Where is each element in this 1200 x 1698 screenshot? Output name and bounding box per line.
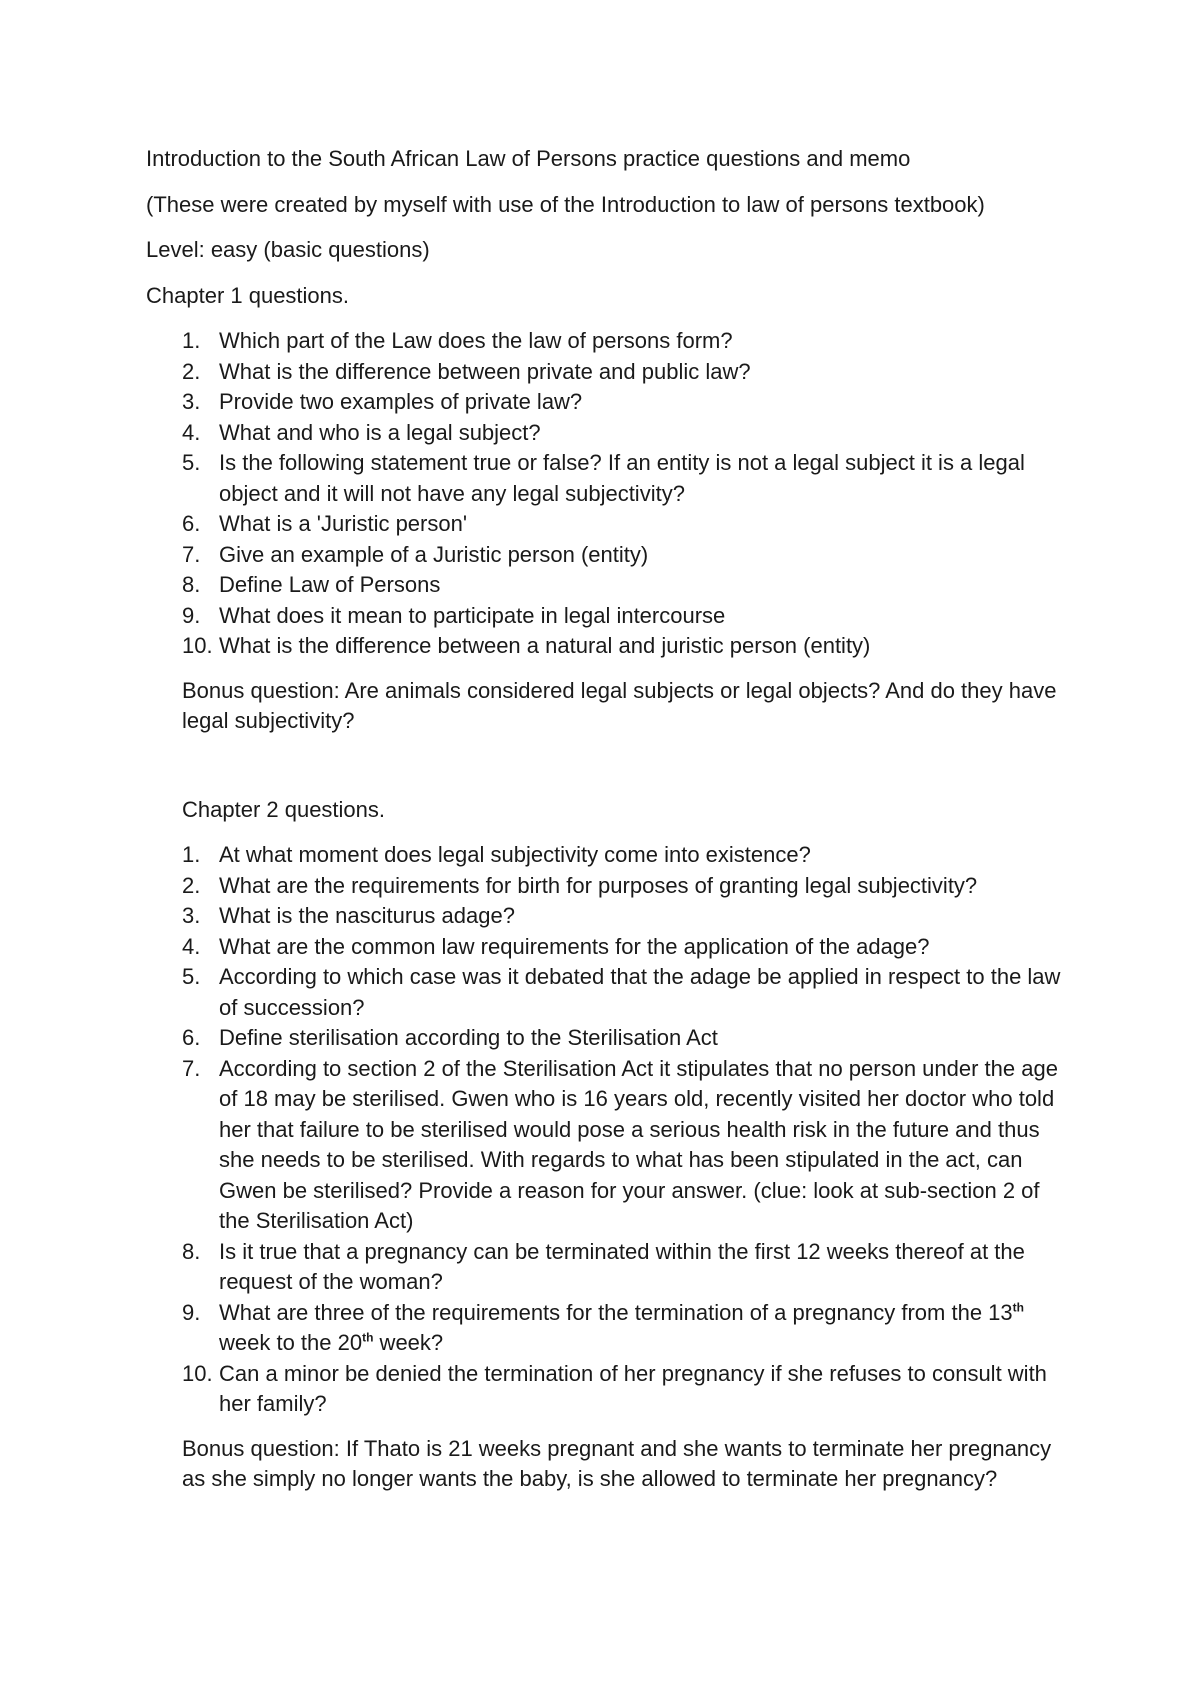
question-item	[182, 357, 1066, 388]
document-subtitle: (These were created by myself with use of the Introduction to law of persons textbook)	[146, 191, 985, 217]
question-number: 7.	[182, 1055, 201, 1081]
question-text: Can a minor be denied the termination of her pregnancy if she refuses to consult with her family?	[219, 1360, 1047, 1416]
question-text: Is the following statement true or false? If an entity is not a legal subject it is a legal object and it will not have any legal subjectivity?	[219, 450, 1025, 506]
question-text: What is a 'Juristic person'	[219, 511, 468, 536]
question-number: 3.	[182, 903, 201, 928]
question-text: According to section 2 of the Sterilisation Act it stipulates that no person under the age of 18 may be sterilised. Gwen who is 16 years old, recently visited her doctor who told her that failure to be sterilised would pose a serious health risk in the future and thus she needs to be sterilised. With regards to what has been stipulated in the act, can Gwen be sterilised? Provide a reason for your answer. (clue: look at sub-section 2 of the Sterilisation Act)	[219, 1055, 1058, 1233]
question-text: What are the common law requirements for the application of the adage?	[219, 933, 930, 959]
question-item	[182, 1359, 1066, 1420]
question-number: 10.	[182, 1360, 213, 1386]
question-item	[182, 387, 1066, 418]
question-number: 2.	[182, 358, 201, 384]
question-text: What is the nasciturus adage?	[219, 903, 515, 928]
question-number: 9.	[182, 602, 201, 628]
question-number: 2.	[182, 872, 201, 898]
chapter-2-heading: Chapter 2 questions.	[182, 796, 386, 822]
question-text-part: week?	[373, 1330, 444, 1355]
question-text-part: week to the 20	[219, 1330, 363, 1355]
question-item	[182, 540, 1066, 571]
document-body	[146, 144, 1066, 1510]
question-text: What is the difference between a natural and juristic person (entity)	[219, 633, 871, 658]
question-number: 10.	[182, 633, 213, 658]
question-item	[182, 601, 1066, 632]
ordinal-superscript: th	[1012, 1300, 1024, 1315]
question-text: What are the requirements for birth for purposes of granting legal subjectivity?	[219, 872, 978, 898]
question-item	[182, 871, 1066, 902]
question-text: Is it true that a pregnancy can be terminated within the first 12 weeks thereof at the request of the woman?	[219, 1238, 1025, 1294]
question-text: At what moment does legal subjectivity come into existence?	[219, 842, 811, 867]
question-number: 3.	[182, 389, 201, 414]
question-text-part: What are three of the requirements for the termination of a pregnancy from the 13	[219, 1299, 1013, 1325]
chapter-1-question-list	[146, 326, 1066, 662]
document-title: Introduction to the South African Law of Persons practice questions and memo	[146, 146, 911, 171]
ordinal-superscript: th	[362, 1330, 374, 1345]
question-text: Which part of the Law does the law of persons form?	[219, 328, 733, 353]
question-item	[182, 418, 1066, 449]
question-text: Provide two examples of private law?	[219, 389, 583, 414]
section-spacer	[146, 752, 1066, 795]
question-text: What does it mean to participate in legal intercourse	[219, 602, 726, 628]
difficulty-level: Level: easy (basic questions)	[146, 237, 430, 262]
chapter-1-heading: Chapter 1 questions.	[146, 282, 350, 308]
question-item	[182, 1298, 1066, 1359]
question-number: 9.	[182, 1299, 201, 1325]
chapter-1-bonus-question: Bonus question: Are animals considered legal subjects or legal objects? And do they have legal subjectivity?	[182, 677, 1057, 733]
question-item	[182, 570, 1066, 601]
question-number: 8.	[182, 1238, 201, 1264]
question-number: 1.	[182, 842, 201, 867]
question-number: 6.	[182, 511, 201, 536]
question-text: According to which case was it debated that the adage be applied in respect to the law of succession?	[219, 964, 1061, 1020]
question-number: 8.	[182, 572, 201, 597]
question-number: 5.	[182, 450, 201, 475]
chapter-2-bonus-question: Bonus question: If Thato is 21 weeks pregnant and she wants to terminate her pregnancy as she simply no longer wants the baby, is she allowed to terminate her pregnancy?	[182, 1435, 1052, 1491]
question-item	[182, 840, 1066, 871]
question-item	[182, 1237, 1066, 1298]
question-text: What is the difference between private and public law?	[219, 358, 751, 384]
question-item	[182, 326, 1066, 357]
question-item	[182, 901, 1066, 932]
chapter-2-question-list	[146, 840, 1066, 1420]
question-number: 6.	[182, 1025, 201, 1050]
question-text: Define Law of Persons	[219, 572, 441, 597]
question-item	[182, 631, 1066, 662]
question-item	[182, 448, 1066, 509]
question-text: What and who is a legal subject?	[219, 419, 541, 445]
question-number: 4.	[182, 419, 201, 445]
question-item	[182, 509, 1066, 540]
question-item	[182, 962, 1066, 1023]
question-number: 7.	[182, 541, 201, 567]
question-item	[182, 932, 1066, 963]
question-number: 1.	[182, 328, 201, 353]
question-text	[219, 1298, 1066, 1359]
question-text: Define sterilisation according to the Sterilisation Act	[219, 1025, 718, 1050]
question-text: Give an example of a Juristic person (entity)	[219, 541, 649, 567]
question-item	[182, 1023, 1066, 1054]
question-number: 5.	[182, 964, 201, 989]
question-item	[182, 1054, 1066, 1237]
question-number: 4.	[182, 933, 201, 959]
